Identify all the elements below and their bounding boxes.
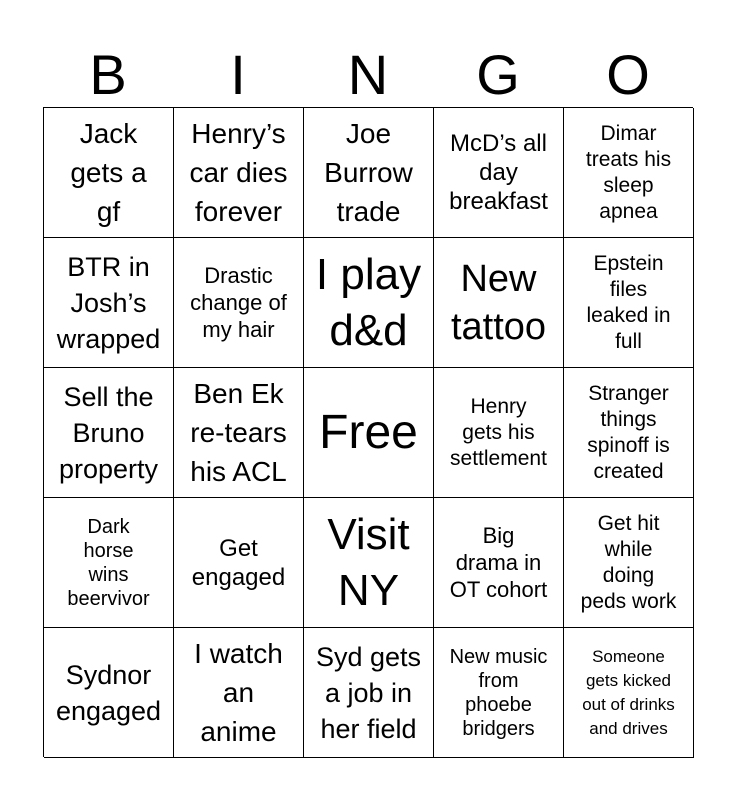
bingo-cell[interactable] (304, 498, 434, 628)
cell-text: I play d&d (315, 249, 422, 355)
cell-text: Sydnor engaged (55, 659, 162, 726)
cell-text: Epstein files leaked in full (586, 251, 671, 353)
cell-text: Jack gets a gf (70, 118, 147, 227)
cell-text: Drastic change of my hair (190, 263, 287, 342)
bingo-cell[interactable] (174, 238, 304, 368)
header-letter-o: O (606, 43, 650, 106)
cell-text: Get engaged (191, 534, 286, 591)
cell-text: New tattoo (450, 257, 547, 348)
bingo-cell[interactable] (564, 368, 694, 498)
bingo-board (43, 107, 693, 757)
cell-text: Sell the Bruno property (58, 381, 159, 484)
bingo-cell[interactable] (174, 368, 304, 498)
cell-text: Henry gets his settlement (450, 394, 547, 470)
bingo-cell[interactable] (44, 238, 174, 368)
bingo-cell[interactable] (434, 628, 564, 758)
bingo-header (43, 42, 693, 108)
free-space-text: Free (319, 405, 418, 459)
cell-text: Big drama in OT cohort (449, 523, 548, 602)
bingo-cell[interactable] (434, 498, 564, 628)
cell-text: Visit NY (327, 509, 410, 615)
header-letter-g: G (476, 43, 520, 106)
cell-text: BTR in Josh’s wrapped (56, 251, 161, 354)
cell-text: New music from phoebe bridgers (449, 645, 548, 740)
cell-text: Ben Ek re-tears his ACL (190, 378, 287, 487)
cell-text: McD’s all day breakfast (449, 130, 548, 215)
cell-text: Dimar treats his sleep apnea (585, 121, 672, 223)
bingo-cell[interactable] (174, 498, 304, 628)
free-space-cell[interactable] (304, 368, 434, 498)
bingo-cell[interactable] (564, 108, 694, 238)
bingo-cell[interactable] (174, 108, 304, 238)
bingo-cell[interactable] (564, 628, 694, 758)
cell-text: I watch an anime (194, 638, 283, 747)
bingo-cell[interactable] (304, 238, 434, 368)
bingo-cell[interactable] (44, 498, 174, 628)
bingo-cell[interactable] (434, 238, 564, 368)
bingo-cell[interactable] (304, 108, 434, 238)
bingo-cell[interactable] (44, 108, 174, 238)
header-letter-n: N (347, 43, 389, 106)
cell-text: Joe Burrow trade (324, 118, 413, 227)
bingo-cell[interactable] (434, 108, 564, 238)
header-letter-b: B (89, 43, 127, 106)
cell-text: Get hit while doing peds work (580, 511, 677, 613)
bingo-cell[interactable] (44, 368, 174, 498)
cell-text: Henry’s car dies forever (189, 118, 288, 227)
header-letter-i: I (230, 43, 246, 106)
cell-text: Someone gets kicked out of drinks and drives (582, 646, 675, 738)
cell-text: Stranger things spinoff is created (587, 381, 670, 483)
bingo-cell[interactable] (564, 498, 694, 628)
cell-text: Dark horse wins beervivor (67, 515, 150, 610)
cell-text: Syd gets a job in her field (315, 641, 422, 744)
bingo-cell[interactable] (174, 628, 304, 758)
bingo-cell[interactable] (564, 238, 694, 368)
bingo-cell[interactable] (434, 368, 564, 498)
bingo-cell[interactable] (304, 628, 434, 758)
bingo-cell[interactable] (44, 628, 174, 758)
